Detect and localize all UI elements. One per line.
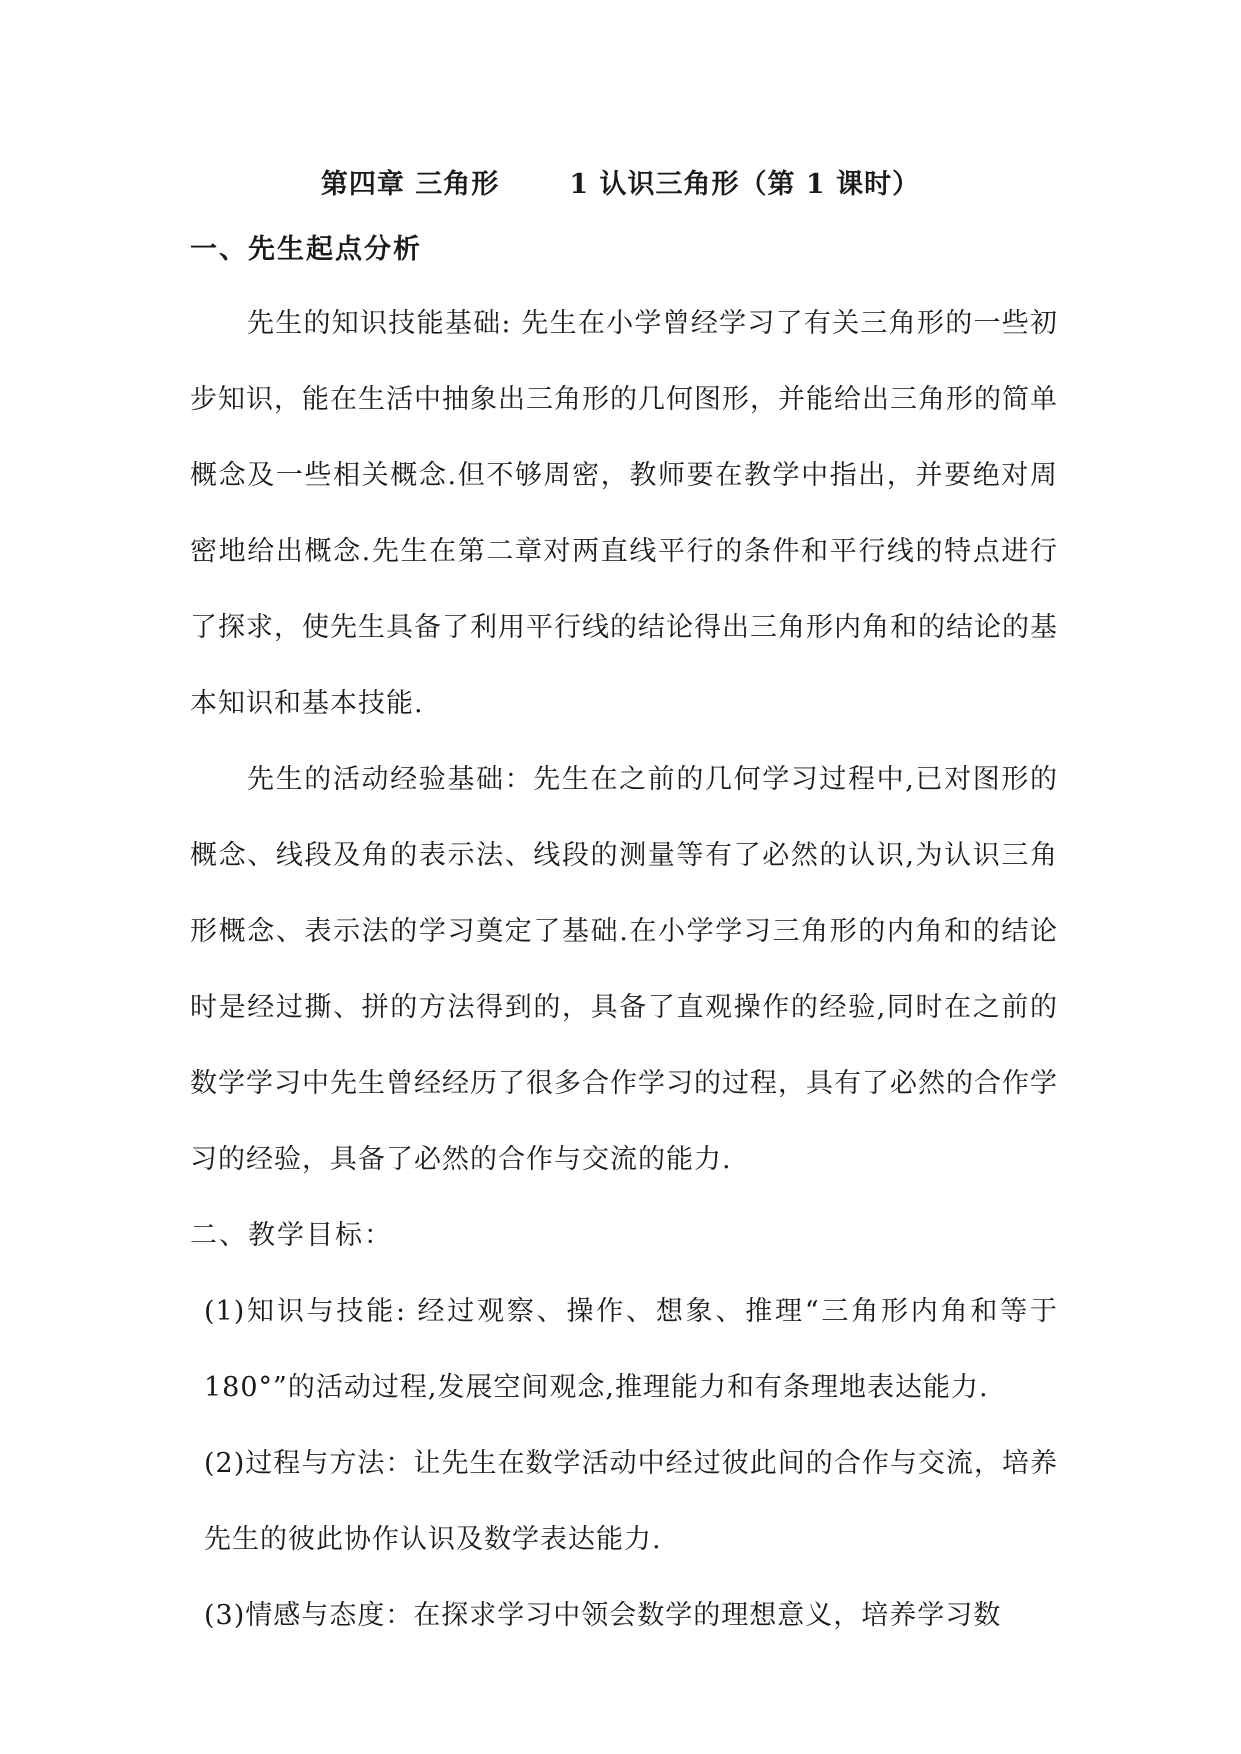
goal-item-knowledge: (1)知识与技能: 经过观察、操作、想象、推理“三角形内角和等于 180°”的活动过程,发展空间观念,推理能力和有条理地表达能力.: [204, 1296, 1058, 1403]
section-heading-analysis: 一、先生起点分析: [190, 234, 422, 265]
section-heading-goals: 二、教学目标：: [190, 1220, 393, 1251]
lesson-title: 1 认识三角形（第 1 课时）: [569, 169, 921, 200]
paragraph-activity-base: 先生的活动经验基础：先生在之前的几何学习过程中,已对图形的概念、线段及角的表示法、线段的测量等有了必然的认识,为认识三角形概念、表示法的学习奠定了基础.在小学学习三角形的内角和的结论时是经过撕、拼的方法得到的，具备了直观操作的经验,同时在之前的数学学习中先生曾经经历了很多合作学习的过程，具有了必然的合作学习的经验，具备了必然的合作与交流的能力.: [190, 764, 1058, 1175]
goal-item-emotion: (3)情感与态度：在探求学习中领会数学的理想意义，培养学习数: [204, 1600, 1002, 1631]
page-title: [0, 162, 1241, 201]
paragraph-knowledge-base: 先生的知识技能基础: 先生在小学曾经学习了有关三角形的一些初步知识，能在生活中抽象出三角形的几何图形，并能给出三角形的简单概念及一些相关概念.但不够周密，教师要在教学中指出，并要绝对周密地给出概念.先生在第二章对两直线平行的条件和平行线的特点进行了探求，使先生具备了利用平行线的结论得出三角形内角和的结论的基本知识和基本技能.: [190, 308, 1058, 719]
document-body: [190, 220, 1058, 1654]
chapter-title: 第四章 三角形: [320, 169, 500, 200]
goal-item-process: (2)过程与方法：让先生在数学活动中经过彼此间的合作与交流，培养先生的彼此协作认识及数学表达能力.: [204, 1448, 1058, 1555]
